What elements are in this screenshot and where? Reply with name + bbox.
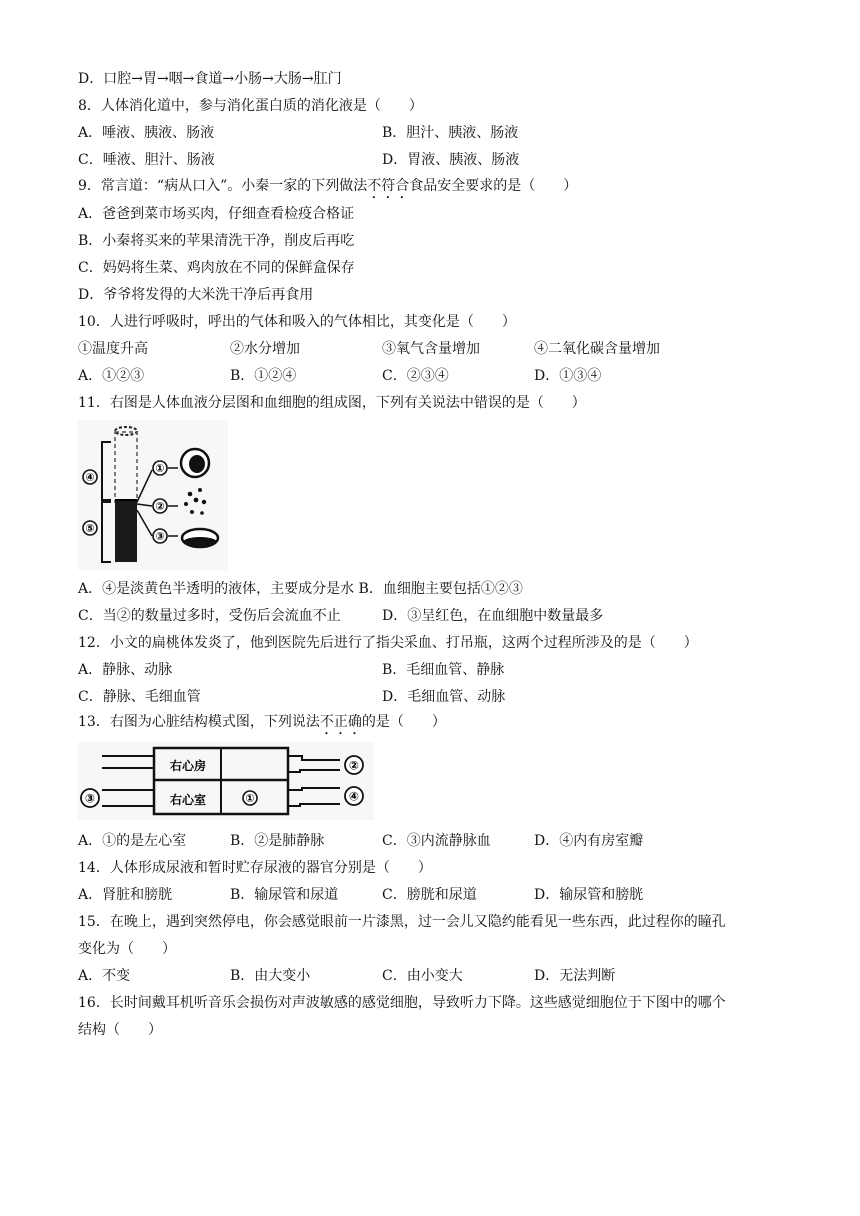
label-2: ② [155, 500, 165, 513]
q10-item-2: ②水分增加 [230, 341, 300, 357]
q14-option-c: C．膀胱和尿道 [382, 887, 477, 903]
q15-option-c: C．由小变大 [382, 968, 463, 984]
q11-option-d: D．③呈红色，在血细胞中数量最多 [382, 608, 604, 624]
q14-option-b: B．输尿管和尿道 [230, 887, 339, 903]
q9-stem: 9．常言道：“病从口入”。小秦一家的下列做法不符合食品安全要求的是（ ） [78, 178, 578, 194]
q7-option-d: D．口腔→胃→咽→食道→小肠→大肠→肛门 [78, 71, 342, 87]
q11-stem: 11．右图是人体血液分层图和血细胞的组成图，下列有关说法中错误的是（ ） [78, 395, 586, 411]
q13-option-a: A．①的是左心室 [78, 833, 187, 849]
q9-option-c: C．妈妈将生菜、鸡肉放在不同的保鲜盒保存 [78, 260, 355, 276]
heart-label-2: ② [348, 758, 360, 773]
q10-option-a: A．①②③ [78, 368, 145, 384]
q12-option-b: B．毛细血管、静脉 [382, 662, 505, 678]
q14-stem: 14．人体形成尿液和暂时贮存尿液的器官分别是（ ） [78, 860, 432, 876]
q13-option-d: D．④内有房室瓣 [534, 833, 644, 849]
q9-emphasis: 不符合 [367, 178, 410, 194]
q15-stem-line2: 变化为（ ） [78, 941, 176, 957]
ventricle-label: 右心室 [169, 793, 207, 807]
q13-option-b: B．②是肺静脉 [230, 833, 325, 849]
q13-stem: 13．右图为心脏结构模式图，下列说法不正确的是（ ） [78, 714, 446, 730]
label-3: ③ [155, 530, 165, 543]
label-1: ① [155, 462, 165, 475]
atrium-label: 右心房 [169, 759, 207, 773]
q14-option-d: D．输尿管和膀胱 [534, 887, 644, 903]
q11-options-ab: A．④是淡黄色半透明的液体，主要成分是水 B．血细胞主要包括①②③ [78, 581, 523, 597]
q10-option-b: B．①②④ [230, 368, 297, 384]
q9-option-a: A．爸爸到菜市场买肉，仔细查看检疫合格证 [78, 206, 355, 222]
q15-option-b: B．由大变小 [230, 968, 311, 984]
q8-option-a: A．唾液、胰液、肠液 [78, 125, 215, 141]
q12-option-d: D．毛细血管、动脉 [382, 689, 506, 705]
q8-stem: 8．人体消化道中，参与消化蛋白质的消化液是（ ） [78, 98, 423, 114]
q15-option-d: D．无法判断 [534, 968, 616, 984]
heart-structure-figure [78, 742, 374, 820]
q14-option-a: A．肾脏和膀胱 [78, 887, 173, 903]
q11-option-c: C．当②的数量过多时，受伤后会流血不止 [78, 608, 341, 624]
q16-stem-line1: 16．长时间戴耳机听音乐会损伤对声波敏感的感觉细胞，导致听力下降。这些感觉细胞位于下图中的哪个 [78, 995, 726, 1011]
q15-option-a: A．不变 [78, 968, 131, 984]
q8-option-d: D．胃液、胰液、肠液 [382, 152, 520, 168]
q10-option-c: C．②③④ [382, 368, 449, 384]
q8-option-b: B．胆汁、胰液、肠液 [382, 125, 519, 141]
q10-stem: 10．人进行呼吸时，呼出的气体和吸入的气体相比，其变化是（ ） [78, 314, 516, 330]
q10-item-4: ④二氧化碳含量增加 [534, 341, 660, 357]
q9-option-b: B．小秦将买来的苹果清洗干净，削皮后再吃 [78, 233, 355, 249]
label-4: ④ [85, 471, 95, 484]
q10-item-3: ③氧气含量增加 [382, 341, 480, 357]
label-5: ⑤ [85, 522, 95, 535]
q9-option-d: D．爷爷将发得的大米洗干净后再食用 [78, 287, 314, 303]
q12-option-a: A．静脉、动脉 [78, 662, 173, 678]
q13-option-c: C．③内流静脉血 [382, 833, 491, 849]
q16-stem-line2: 结构（ ） [78, 1022, 162, 1038]
q15-stem-line1: 15．在晚上，遇到突然停电，你会感觉眼前一片漆黑，过一会儿又隐约能看见一些东西，此过程你的瞳孔 [78, 914, 726, 930]
blood-layer-figure [78, 420, 228, 570]
heart-label-1: ① [245, 792, 255, 805]
q13-emphasis: 不正确 [319, 714, 362, 730]
heart-label-4: ④ [348, 789, 360, 804]
q12-stem: 12．小文的扁桃体发炎了，他到医院先后进行了指尖采血、打吊瓶，这两个过程所涉及的是（ ） [78, 635, 698, 651]
q12-option-c: C．静脉、毛细血管 [78, 689, 201, 705]
q8-option-c: C．唾液、胆汁、肠液 [78, 152, 215, 168]
heart-label-3: ③ [84, 791, 96, 806]
q10-option-d: D．①③④ [534, 368, 602, 384]
q10-item-1: ①温度升高 [78, 341, 148, 357]
